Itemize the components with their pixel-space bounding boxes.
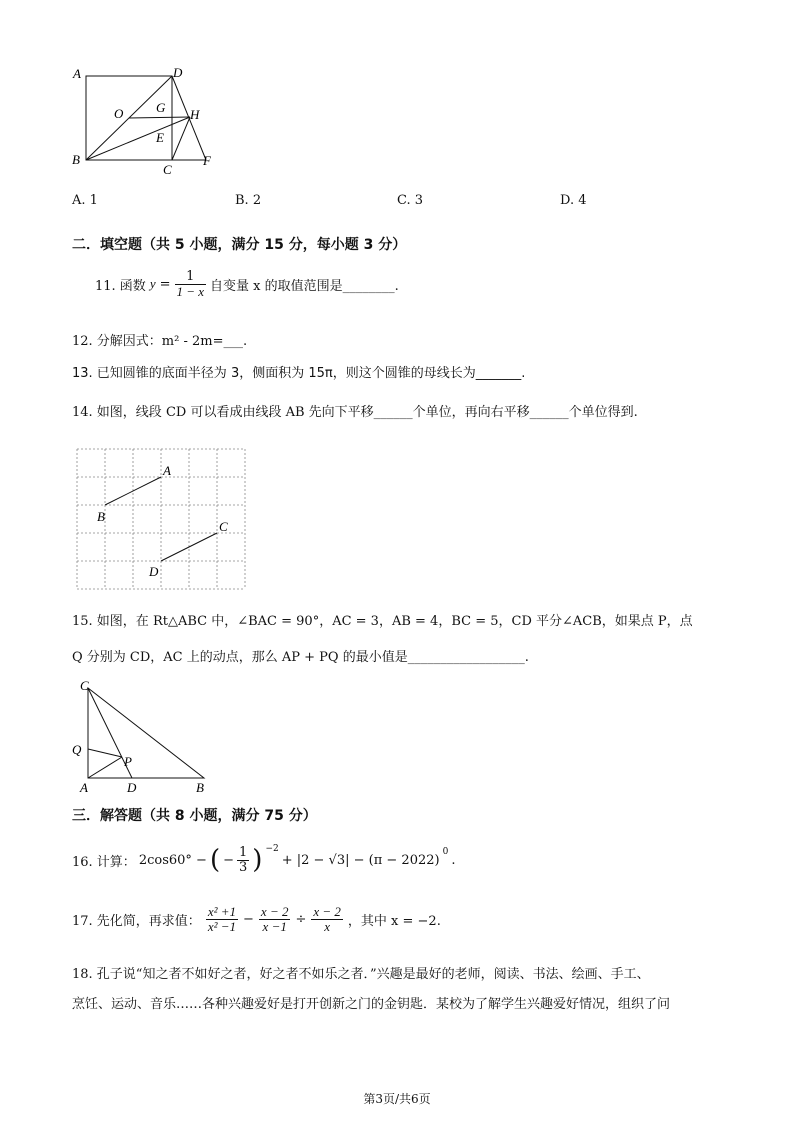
question-18-line2: 烹饪、运动、音乐……各种兴趣爱好是打开创新之门的金钥匙．某校为了解学生兴趣爱好情况，组织了问 <box>72 997 671 1012</box>
label-C: C <box>219 519 228 534</box>
label-D: D <box>173 65 183 80</box>
q17-prefix: 17. 先化简，再求值： <box>72 913 201 929</box>
label-C: C <box>80 678 89 693</box>
q16-expr1: 2cos60° − <box>138 852 207 868</box>
question-18-line1: 18. 孔子说“知之者不如好之者，好之者不如乐之者．”兴趣是最好的老师，阅读、书法、绘画、手工、 <box>72 967 650 982</box>
label-P: P <box>124 754 132 769</box>
q17-f1-numerator: x² +1 <box>207 904 237 919</box>
segment-OH <box>129 117 190 118</box>
question-13: 13. 已知圆锥的底面半径为 3，侧面积为 15π，则这个圆锥的母线长为_______. <box>72 366 526 381</box>
q16-paren-open: ( <box>209 845 221 875</box>
q11-rest: 自变量 x 的取值范围是________. <box>210 278 399 294</box>
label-E: E <box>156 130 164 145</box>
q17-fraction1 <box>206 905 238 933</box>
label-A: A <box>73 66 81 81</box>
page-footer: 第3页/共6页 <box>363 1092 431 1106</box>
q11-eq: = <box>159 276 171 292</box>
figure-grid <box>77 449 247 590</box>
choice-c: C. 3 <box>397 193 424 208</box>
label-G: G <box>156 100 166 115</box>
q16-frac-numerator: 1 <box>239 844 248 860</box>
label-B: B <box>72 152 80 167</box>
label-B: B <box>196 780 204 795</box>
question-15-line2: Q 分别为 CD，AC 上的动点，那么 AP + PQ 的最小值是__________________. <box>72 650 529 665</box>
q11-label: 11. 函数 <box>95 278 146 294</box>
q11-fraction <box>175 270 207 298</box>
label-B: B <box>97 509 105 524</box>
q16-minus: − <box>223 852 234 868</box>
figure-right-triangle <box>70 678 220 798</box>
question-12: 12. 分解因式：m² - 2m=___. <box>72 334 248 349</box>
q11-numerator: 1 <box>175 270 207 285</box>
label-A: A <box>80 780 88 795</box>
q17-f2-numerator: x − 2 <box>260 904 289 919</box>
segment-PQ <box>88 749 122 757</box>
q17-fraction2 <box>259 905 291 933</box>
section2-title: 二．填空题（共 5 小题，满分 15 分，每小题 3 分） <box>72 237 407 253</box>
q16-expr2: + |2 − √3| − (π − 2022) <box>281 852 440 868</box>
q16-paren-close: ) <box>252 845 263 875</box>
q16-fraction <box>237 846 249 874</box>
section3-title: 三．解答题（共 8 小题，满分 75 分） <box>72 808 317 824</box>
q17-f3-denominator: x <box>324 918 331 934</box>
q11-denominator: 1 − x <box>176 283 205 299</box>
choice-d: D. 4 <box>560 193 587 208</box>
q17-f3-numerator: x − 2 <box>313 904 341 919</box>
q16-end: . <box>451 852 456 868</box>
choice-a: A. 1 <box>72 193 98 208</box>
label-Q: Q <box>72 742 82 757</box>
q16-frac-denominator: 3 <box>239 859 248 875</box>
label-D: D <box>149 564 159 579</box>
question-15-line1: 15. 如图，在 Rt△ABC 中，∠BAC = 90°，AC = 3，AB = 4，BC = 5，CD 平分∠ACB，如果点 P，点 <box>72 614 693 629</box>
q17-f2-denominator: x −1 <box>262 918 287 934</box>
label-C: C <box>163 162 172 177</box>
segment-AP <box>88 757 122 778</box>
question-14: 14. 如图，线段 CD 可以看成由线段 AB 先向下平移______个单位，再向右平移______个单位得到. <box>72 405 638 420</box>
question-16 <box>72 845 455 875</box>
q17-f1-denominator: x² −1 <box>207 918 237 934</box>
label-F: F <box>203 153 211 168</box>
q16-exponent1: −2 <box>265 844 279 854</box>
q16-exponent2: 0 <box>442 847 449 857</box>
q16-prefix: 16. 计算： <box>72 854 136 870</box>
triangle-ABC <box>88 688 204 778</box>
label-H: H <box>190 107 200 122</box>
q17-suffix: ，其中 x = −2. <box>347 913 441 929</box>
q17-op2: ÷ <box>295 911 307 927</box>
choice-b: B. 2 <box>235 193 262 208</box>
label-D: D <box>127 780 137 795</box>
question-17 <box>72 905 441 933</box>
q17-op1: − <box>243 911 254 927</box>
label-O: O <box>114 106 124 121</box>
q11-y: y <box>149 276 156 292</box>
label-A: A <box>163 463 171 478</box>
question-11 <box>95 270 399 298</box>
figure-square-geometry <box>70 64 220 179</box>
q17-fraction3 <box>311 905 343 933</box>
